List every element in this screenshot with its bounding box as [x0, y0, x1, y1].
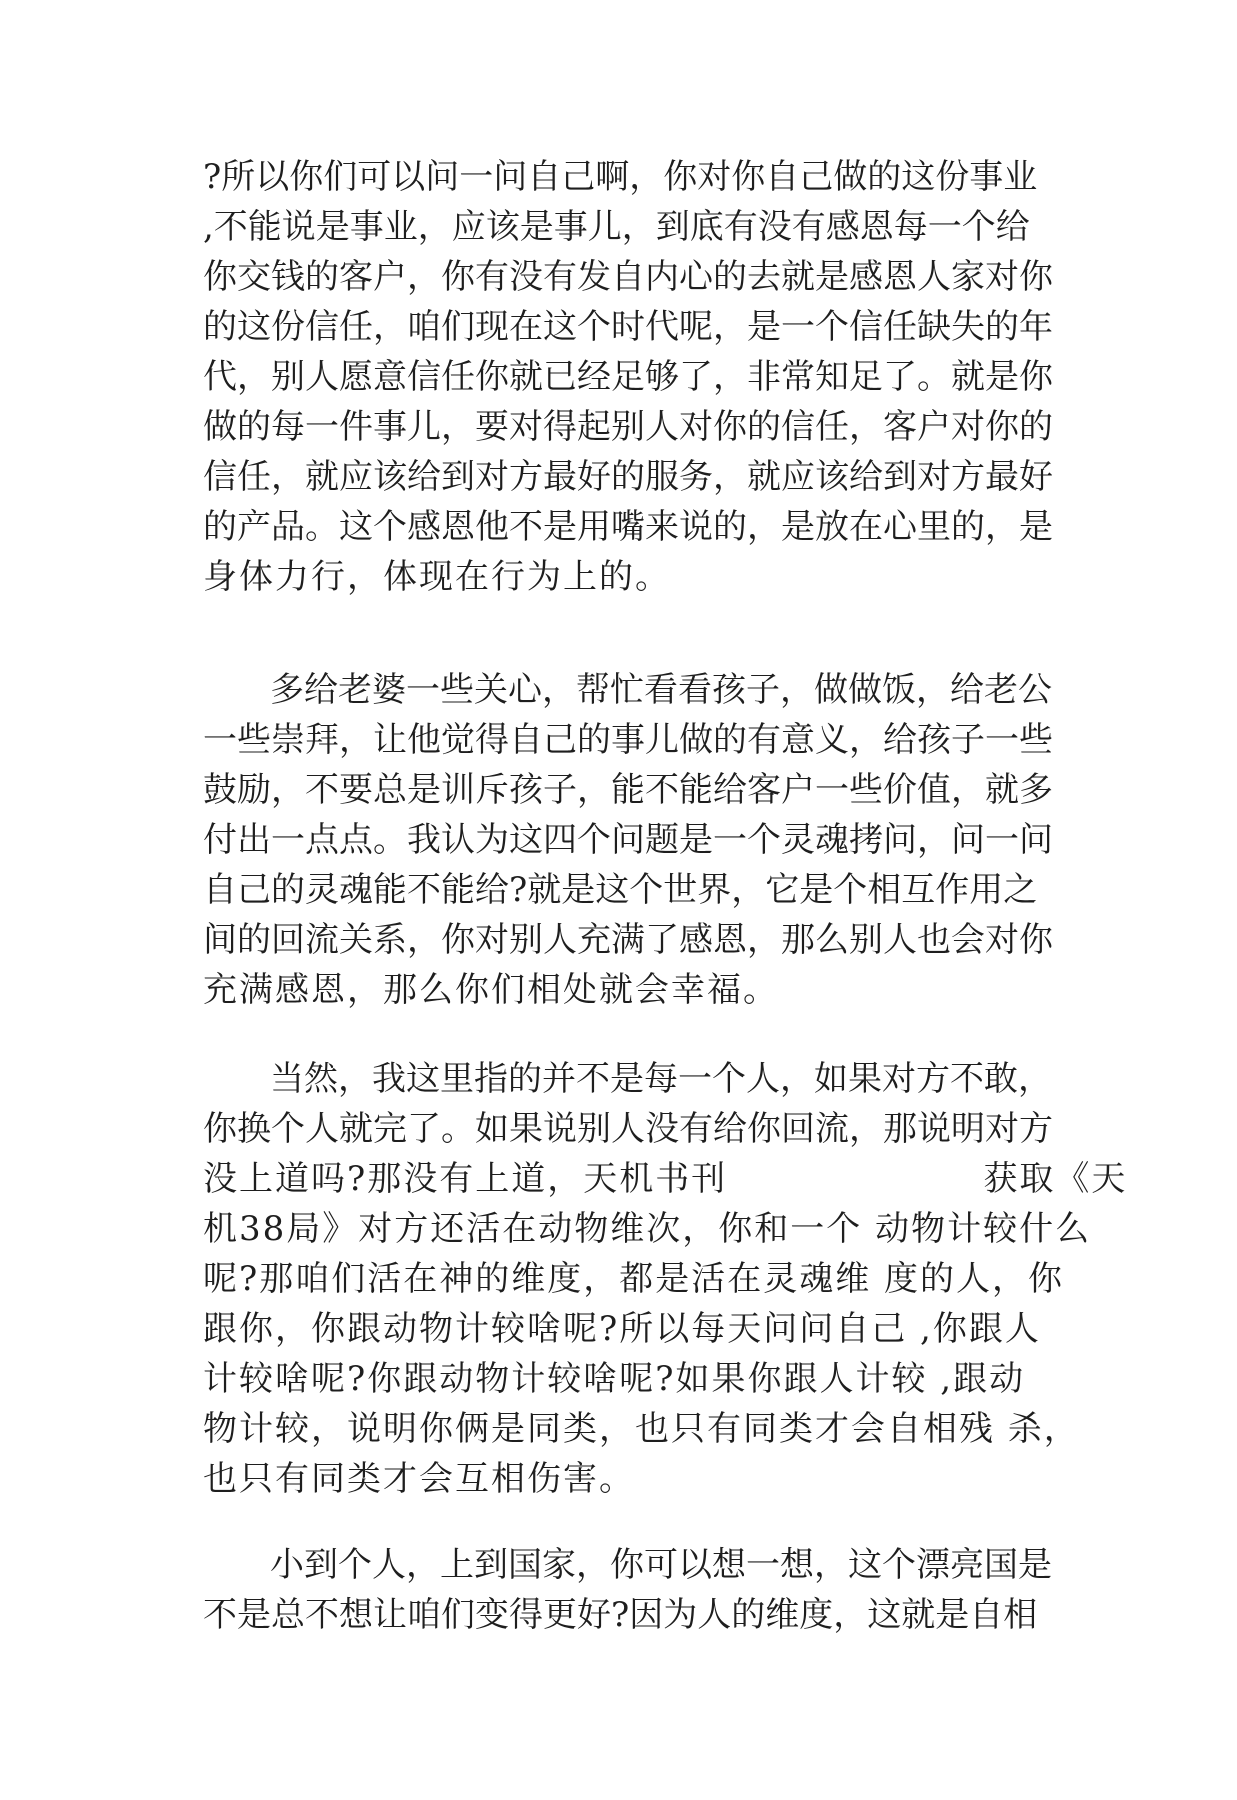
text-line: 多给老婆一些关心，帮忙看看孩子，做做饭，给老公 — [270, 670, 1052, 710]
text-line: 做的每一件事儿，要对得起别人对你的信任，客户对你的 — [203, 407, 1053, 447]
text-line: 没上道吗?那没有上道，天机书刊 获取《天 — [203, 1159, 1128, 1199]
text-line: 小到个人，上到国家，你可以想一想，这个漂亮国是 — [270, 1545, 1052, 1585]
text-line: 计较啥呢?你跟动物计较啥呢?如果你跟人计较 ,跟动 — [203, 1359, 1026, 1399]
text-line: 不是总不想让咱们变得更好?因为人的维度，这就是自相 — [203, 1595, 1038, 1635]
text-line: 间的回流关系，你对别人充满了感恩，那么别人也会对你 — [203, 920, 1053, 960]
text-line: 机38局》对方还活在动物维次，你和一个 动物计较什么 — [203, 1209, 1092, 1249]
text-line: 充满感恩，那么你们相处就会幸福。 — [203, 970, 779, 1010]
text-line: 的产品。这个感恩他不是用嘴来说的，是放在心里的，是 — [203, 507, 1053, 547]
text-line: 身体力行，体现在行为上的。 — [203, 557, 671, 597]
text-line: 跟你，你跟动物计较啥呢?所以每天问问自己 ,你跟人 — [203, 1309, 1041, 1349]
text-line: 当然，我这里指的并不是每一个人，如果对方不敢， — [270, 1059, 1052, 1099]
text-line: 付出一点点。我认为这四个问题是一个灵魂拷问，问一问 — [203, 820, 1053, 860]
text-line: 鼓励，不要总是训斥孩子，能不能给客户一些价值，就多 — [203, 770, 1053, 810]
text-line: 代，别人愿意信任你就已经足够了，非常知足了。就是你 — [203, 357, 1053, 397]
text-line: 也只有同类才会互相伤害。 — [203, 1459, 635, 1499]
text-line: 你交钱的客户，你有没有发自内心的去就是感恩人家对你 — [203, 257, 1053, 297]
text-line: 一些崇拜，让他觉得自己的事儿做的有意义，给孩子一些 — [203, 720, 1053, 760]
text-line: ,不能说是事业，应该是事儿，到底有没有感恩每一个给 — [203, 207, 1030, 247]
text-line: 你换个人就完了。如果说别人没有给你回流，那说明对方 — [203, 1109, 1053, 1149]
text-line: 呢?那咱们活在神的维度，都是活在灵魂维 度的人，你 — [203, 1259, 1065, 1299]
text-line: 自己的灵魂能不能给?就是这个世界，它是个相互作用之 — [203, 870, 1038, 910]
text-line: 的这份信任，咱们现在这个时代呢，是一个信任缺失的年 — [203, 307, 1053, 347]
text-line: 物计较，说明你俩是同类，也只有同类才会自相残 杀， — [203, 1409, 1080, 1449]
text-line: 信任，就应该给到对方最好的服务，就应该给到对方最好 — [203, 457, 1053, 497]
text-line: ?所以你们可以问一问自己啊，你对你自己做的这份事业 — [203, 157, 1038, 197]
